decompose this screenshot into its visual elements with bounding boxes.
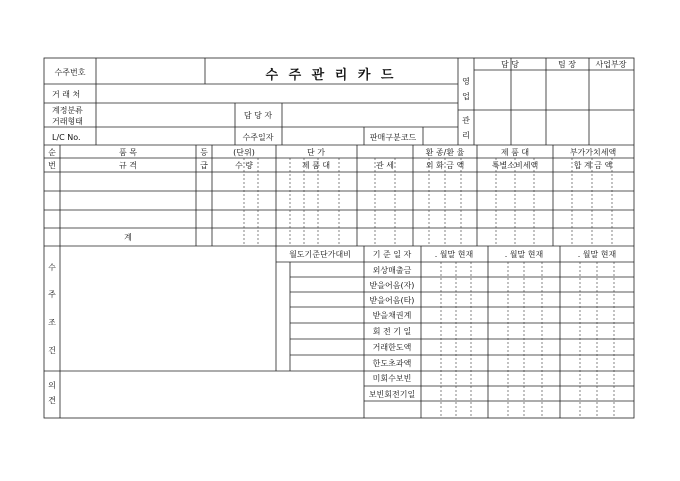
dept-admin-label-2: 리 xyxy=(462,131,470,140)
col-no-top: 순 xyxy=(48,148,56,157)
cond-row-2: 받을어음(자) xyxy=(369,281,415,290)
dept-sales-label-2: 업 xyxy=(462,92,470,101)
col-vat-top: 부가가치세액 xyxy=(569,148,617,157)
manager-label: 담 당 자 xyxy=(243,111,273,120)
col-exchange-top: 환 종/환 율 xyxy=(425,148,465,157)
month-price-label: 월도기준단가대비 xyxy=(289,250,351,259)
col-grade-top: 등 xyxy=(200,148,208,157)
col-unit-top: (단위) xyxy=(233,148,255,157)
col-product-price: 제 품 대 xyxy=(301,161,331,170)
dept-sales-label-1: 영 xyxy=(462,77,470,86)
month-current-2: . 월말 현재 xyxy=(504,250,544,259)
cond-row-1: 외상매출금 xyxy=(372,266,412,275)
col-grade-bottom: 급 xyxy=(200,161,208,170)
cond-row-8: 미회수보빈 xyxy=(372,374,412,383)
col-product-amount-top: 제 품 대 xyxy=(500,148,530,157)
col-qty-bottom: 수 량 xyxy=(235,161,253,170)
cond-row-9: 보빈회전기일 xyxy=(368,390,416,399)
base-date-label: 기 준 일 자 xyxy=(372,250,412,259)
lc-no-label: L/C No. xyxy=(52,133,81,142)
month-current-3: . 월말 현재 xyxy=(577,250,617,259)
customer-label: 거 래 처 xyxy=(52,90,81,99)
col-special-tax: 특별소비세액 xyxy=(491,161,539,170)
col-total: 합 계 금 액 xyxy=(573,161,613,170)
cond-side-2: 주 xyxy=(48,290,56,299)
total-label: 계 xyxy=(124,233,132,242)
opinion-label-1: 의 xyxy=(48,381,56,390)
col-name-top: 품 목 xyxy=(119,148,137,157)
cond-row-4: 받을채권계 xyxy=(372,311,412,320)
col-no-bottom: 번 xyxy=(48,161,56,170)
cond-side-4: 건 xyxy=(48,346,56,355)
trade-type-label: 거래형태 xyxy=(52,117,83,126)
col-spec-bottom: 규 격 xyxy=(119,161,137,170)
opinion-label-2: 견 xyxy=(48,396,56,405)
cond-side-1: 수 xyxy=(48,263,56,272)
order-no-label: 수주번호 xyxy=(54,68,86,77)
cond-row-7: 한도초과액 xyxy=(372,359,412,368)
order-date-label: 수주일자 xyxy=(242,133,274,142)
cond-row-3: 받을어음(타) xyxy=(369,296,415,305)
cond-row-5: 회 전 기 일 xyxy=(372,327,412,336)
month-current-1: . 월말 현재 xyxy=(434,250,474,259)
col-staff-label: 담 당 xyxy=(501,60,519,69)
dept-admin-label-1: 관 xyxy=(462,116,470,125)
col-price-top: 단 가 xyxy=(307,148,325,157)
col-tax: 관 세 xyxy=(376,161,394,170)
page-title: 수 주 관 리 카 드 xyxy=(265,68,397,83)
sales-class-label: 판매구분코드 xyxy=(369,133,417,142)
cond-row-6: 거래한도액 xyxy=(372,343,412,352)
col-fx-amount: 외 화 금 액 xyxy=(425,161,465,170)
cond-side-3: 조 xyxy=(48,318,56,327)
col-director-label: 사업부장 xyxy=(595,60,627,69)
account-class-label: 계정분류 xyxy=(52,106,83,115)
col-lead-label: 팀 장 xyxy=(558,60,576,69)
